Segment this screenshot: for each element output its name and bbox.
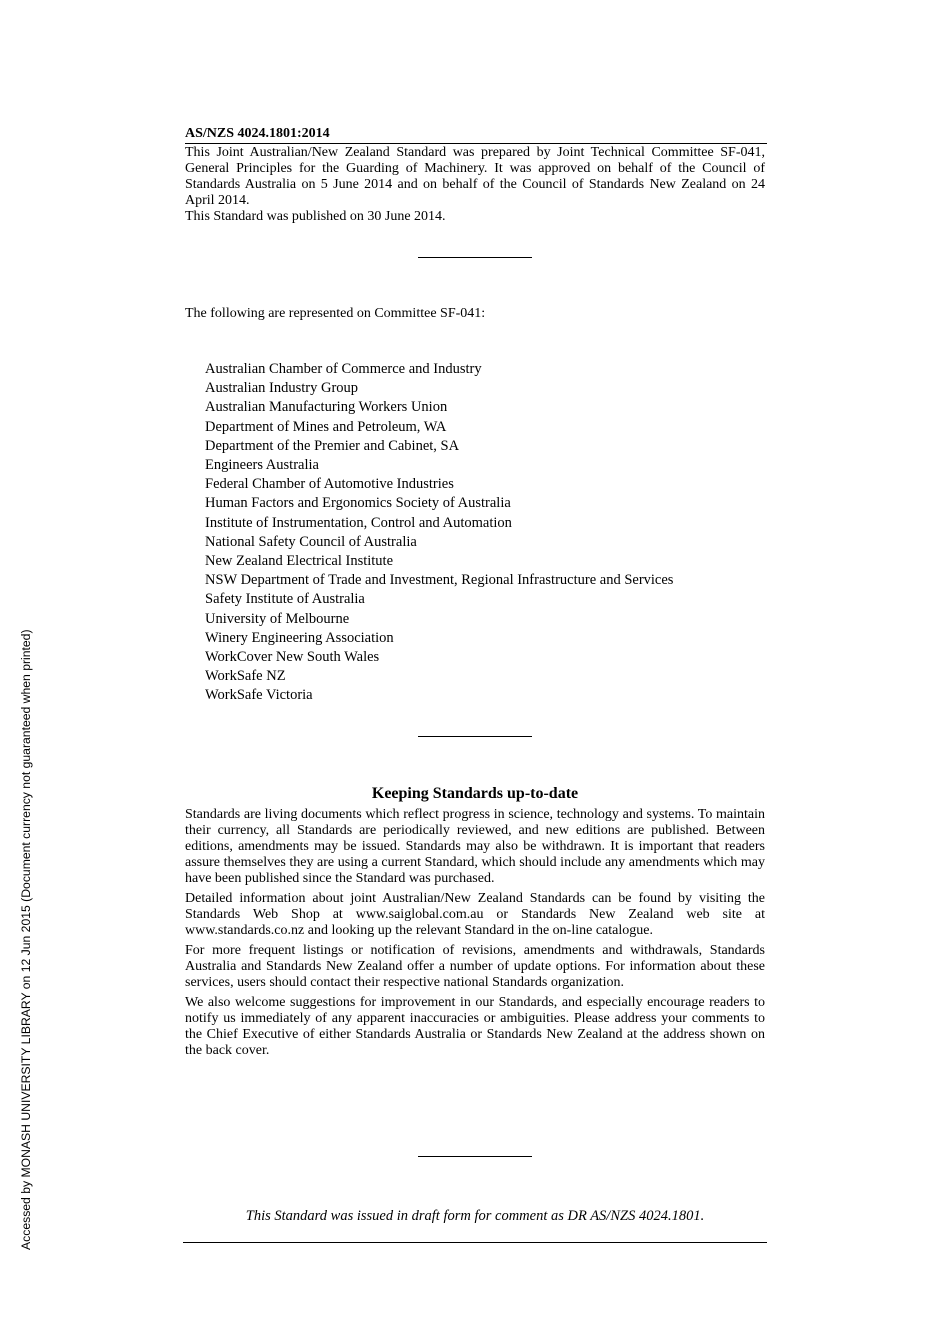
list-item: Human Factors and Ergonomics Society of Australia xyxy=(205,495,511,512)
keeping-up-to-date-body xyxy=(185,807,765,1063)
body-paragraph: Detailed information about joint Australian/New Zealand Standards can be found by visiting the Standards Web Shop at www.saiglobal.com.au or Standards New Zealand web site at www.standards.co.nz and looking up the relevant Standard in the on-line catalogue. xyxy=(185,891,765,938)
section-divider xyxy=(418,257,532,258)
body-paragraph: We also welcome suggestions for improvement in our Standards, and especially encourage readers to notify us immediately of any apparent inaccuracies or ambiguities. Please address your comments to the Chief Executive of either Standards Australia or Standards New Zealand at the address shown on the back cover. xyxy=(185,995,765,1058)
body-paragraph: Standards are living documents which reflect progress in science, technology and systems. To maintain their currency, all Standards are periodically reviewed, and new editions are published. Between editions, amendments may be issued. Standards may also be withdrawn. It is important that readers assure themselves they are using a current Standard, which should include any amendments which may have been published since the Standard was purchased. xyxy=(185,807,765,886)
list-item: Australian Manufacturing Workers Union xyxy=(205,399,448,416)
list-item: Australian Industry Group xyxy=(205,380,359,397)
list-item: New Zealand Electrical Institute xyxy=(205,553,394,570)
footer-divider xyxy=(183,1242,767,1243)
list-item: University of Melbourne xyxy=(205,610,350,627)
list-item: Winery Engineering Association xyxy=(205,629,394,646)
list-item: National Safety Council of Australia xyxy=(205,533,417,550)
list-item: WorkSafe NZ xyxy=(205,668,286,685)
preparation-statement xyxy=(185,145,765,225)
list-item: WorkSafe Victoria xyxy=(205,687,313,704)
section-heading: Keeping Standards up-to-date xyxy=(371,785,579,802)
standard-number-title: AS/NZS 4024.1801:2014 xyxy=(185,126,330,141)
list-item: NSW Department of Trade and Investment, Regional Infrastructure and Services xyxy=(205,572,674,589)
list-item: Engineers Australia xyxy=(205,457,319,474)
list-item: Federal Chamber of Automotive Industries xyxy=(205,476,454,493)
list-item: Department of Mines and Petroleum, WA xyxy=(205,418,447,435)
list-item: Department of the Premier and Cabinet, SA xyxy=(205,437,460,454)
section-divider xyxy=(418,1156,532,1157)
access-watermark-note: Accessed by MONASH UNIVERSITY LIBRARY on 12 Jun 2015 (Document currency not guaranteed when printed) xyxy=(19,629,33,1250)
committee-intro: The following are represented on Committee SF-041: xyxy=(185,306,486,321)
preparation-paragraph: This Joint Australian/New Zealand Standard was prepared by Joint Technical Committee SF-041, General Principles for the Guarding of Machinery. It was approved on behalf of the Council of Standards Australia on 5 June 2014 and on behalf of the Council of Standards New Zealand on 24 April 2014. xyxy=(185,145,765,208)
committee-member-list xyxy=(205,360,673,706)
body-paragraph: For more frequent listings or notification of revisions, amendments and withdrawals, Standards Australia and Standards New Zealand offer a number of update options. For information about these services, users should contact their respective national Standards organization. xyxy=(185,943,765,990)
section-divider xyxy=(418,736,532,737)
draft-form-note: This Standard was issued in draft form for comment as DR AS/NZS 4024.1801. xyxy=(245,1208,705,1224)
list-item: Australian Chamber of Commerce and Industry xyxy=(205,361,482,377)
publication-date-paragraph: This Standard was published on 30 June 2014. xyxy=(185,209,446,224)
list-item: WorkCover New South Wales xyxy=(205,649,380,666)
list-item: Safety Institute of Australia xyxy=(205,591,365,608)
list-item: Institute of Instrumentation, Control and Automation xyxy=(205,514,512,531)
title-underline-divider xyxy=(185,143,767,144)
